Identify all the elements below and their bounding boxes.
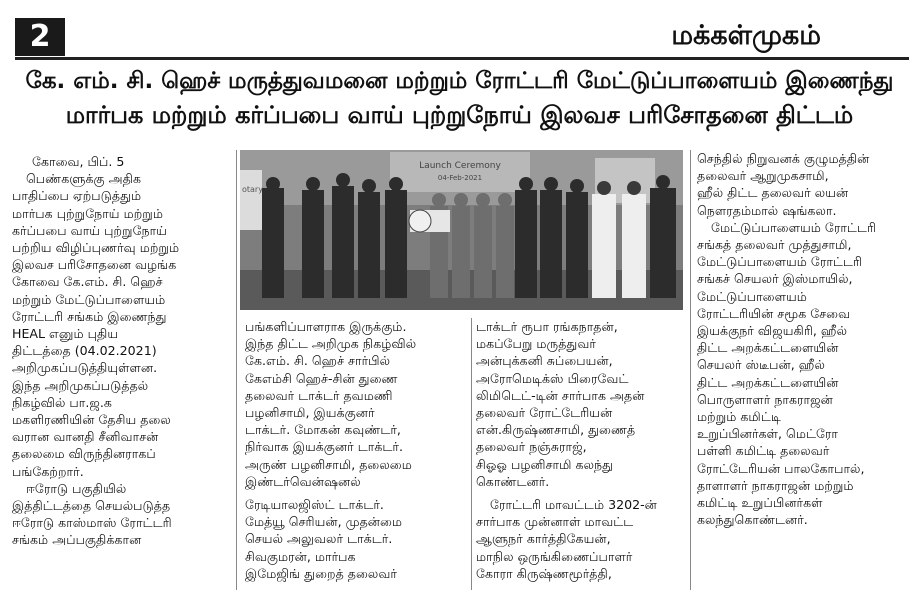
text-line: கலந்துகொண்டனர். bbox=[697, 512, 808, 528]
header-rule bbox=[15, 57, 909, 60]
text-line: டாக்டர். மோகன் கவுண்டர், bbox=[245, 422, 401, 438]
text-line: நிர்வாக இயக்குனர் டாக்டர். bbox=[245, 439, 403, 455]
text-line: பாதிப்பை ஏற்படுத்தும் bbox=[12, 188, 142, 204]
text-line: மற்றும் கமிட்டி bbox=[697, 409, 781, 425]
column-divider bbox=[690, 150, 691, 590]
text-line: கொண்டனர். bbox=[476, 473, 550, 489]
text-line: டாக்டர் ரூபா ரங்கநாதன், bbox=[476, 319, 618, 334]
text-line: தாளாளர் நாகராஜன் மற்றும் bbox=[697, 477, 854, 493]
headline-line-1: கே. எம். சி. ஹெச் மருத்துவமனை மற்றும் ரோட்டரி மேட்டுப்பாளையம் இணைந்து bbox=[25, 68, 894, 94]
text-line: கேஎம்சி ஹெச்-சின் துணை bbox=[245, 370, 398, 386]
text-line: மற்றும் மேட்டுப்பாளையம் bbox=[12, 291, 166, 307]
text-line: தலைவர் ரோட்டேரியன் bbox=[476, 405, 613, 421]
text-line: மேத்யூ செரியன், முதன்மை bbox=[245, 514, 403, 530]
text-line: செந்தில் நிறுவனக் குழுமத்தின் bbox=[697, 151, 870, 166]
text-line: இந்த அறிமுகப்படுத்தல் bbox=[12, 377, 149, 393]
text-line: பள்ளி கமிட்டி தலைவர் bbox=[697, 443, 830, 459]
event-photo-image bbox=[240, 150, 683, 310]
text-line: இந்த திட்ட அறிமுக நிகழ்வில் bbox=[245, 336, 417, 352]
page-number: 2 bbox=[15, 18, 65, 56]
text-line: பற்றிய விழிப்புணர்வு மற்றும் bbox=[12, 240, 180, 256]
text-line: கோரா கிருஷ்ணமூர்த்தி, bbox=[476, 565, 612, 581]
text-line: அருண் பழனிசாமி, தலைமை bbox=[245, 456, 412, 472]
text-line: ரோட்டரியின் சமூக சேவை bbox=[697, 305, 851, 321]
text-line: ரோட்டேரியன் பாலகோபால், bbox=[697, 460, 865, 476]
event-photo bbox=[240, 150, 683, 310]
text-line: சங்கத் தலைவர் முத்துசாமி, bbox=[697, 237, 852, 253]
text-line: HEAL எனும் புதிய bbox=[12, 326, 119, 342]
text-line: ரேடியாலஜிஸ்ட் டாக்டர். bbox=[245, 497, 384, 513]
text-line: அரோமெடிக்ஸ் பிரைவேட் bbox=[476, 370, 629, 386]
text-line: இமேஜிங் துறைத் தலைவர் bbox=[245, 565, 397, 581]
text-line: ஈரோடு பகுதியில் bbox=[26, 480, 127, 496]
text-line: பெண்களுக்கு அதிக bbox=[26, 171, 142, 187]
text-line: மகளிரணியின் தேசிய தலை bbox=[12, 412, 171, 428]
text-line: தலைமை விருந்தினராகப் bbox=[12, 446, 156, 462]
text-line: இயக்குநர் விஜயகிரி, ஹீல் bbox=[697, 323, 848, 339]
text-line: இண்டர்வென்ஷனல் bbox=[245, 473, 361, 489]
text-line: பங்கேற்றார். bbox=[12, 463, 84, 479]
text-line: அன்புக்கனி சுப்பையன், bbox=[476, 353, 613, 369]
text-line: ரோட்டரி மாவட்டம் 3202-ன் bbox=[490, 497, 657, 513]
text-line: செயல் அலுவலர் டாக்டர். bbox=[245, 531, 393, 547]
text-line: மகப்பேறு மருத்துவர் bbox=[476, 336, 596, 352]
text-line: ரோட்டரி சங்கம் இணைந்து bbox=[12, 308, 167, 324]
text-line: சங்கச் செயலர் இஸ்மாயில், bbox=[697, 271, 853, 287]
text-line: மார்பக புற்றுநோய் மற்றும் bbox=[12, 205, 163, 221]
article-column-4 bbox=[697, 150, 911, 528]
text-line: சிவகுமரன், மார்பக bbox=[245, 548, 356, 564]
dateline: கோவை, பிப். 5 bbox=[32, 154, 125, 169]
text-line: மேட்டுப்பாளையம் bbox=[697, 288, 807, 304]
text-line: திட்டத்தை (04.02.2021) bbox=[12, 343, 157, 359]
headline bbox=[20, 64, 899, 132]
column-divider bbox=[471, 318, 472, 590]
text-line: கோவை கே.எம். சி. ஹெச் bbox=[12, 274, 163, 290]
text-line: நிகழ்வில் பா.ஜ.க bbox=[12, 394, 112, 410]
text-line: இத்திட்டத்தை செயல்படுத்த bbox=[12, 498, 171, 514]
article-column-2 bbox=[245, 318, 467, 582]
text-line: பங்களிப்பாளராக இருக்கும். bbox=[245, 319, 407, 334]
text-line: ஹீல் திட்ட தலைவர் லயன் bbox=[697, 185, 849, 201]
text-line: பொருளாளர் நாகராஜன் bbox=[697, 391, 833, 407]
text-line: வரான வானதி சீனிவாசன் bbox=[12, 429, 159, 445]
text-line: சிஓஓ பழனிசாமி கலந்து bbox=[476, 456, 614, 472]
text-line: பழனிசாமி, இயக்குனர் bbox=[245, 405, 375, 421]
publication-name: மக்கள்முகம் bbox=[671, 20, 821, 51]
text-line: திட்ட அறக்கட்டளையின் bbox=[697, 340, 839, 356]
photo-banner-text: Launch Ceremony bbox=[419, 161, 501, 171]
text-line: தலைவர் நஞ்சுராஜ், bbox=[476, 439, 587, 455]
text-line: சங்கம் அப்பகுதிக்கான bbox=[12, 532, 142, 548]
headline-line-2: மார்பக மற்றும் கர்ப்பபை வாய் புற்றுநோய் இலவச பரிசோதனை திட்டம் bbox=[65, 101, 854, 129]
text-line: தலைவர் ஆறுமுகசாமி, bbox=[697, 168, 829, 184]
text-line: மாநில ஒருங்கிணைப்பாளர் bbox=[476, 548, 633, 564]
text-line: மேட்டுப்பாளையம் ரோட்டரி bbox=[697, 254, 863, 270]
text-line: இலவச பரிசோதனை வழங்க bbox=[12, 257, 177, 273]
photo-side-text: otary bbox=[242, 185, 263, 194]
text-line: திட்ட அறக்கட்டளையின் bbox=[697, 374, 839, 390]
text-line: நௌரதம்மால் ஷங்கலா. bbox=[697, 202, 837, 218]
text-line: அறிமுகப்படுத்தியுள்ளன. bbox=[12, 360, 158, 376]
column-divider bbox=[236, 150, 237, 590]
text-line: சார்பாக முன்னாள் மாவட்ட bbox=[476, 514, 634, 530]
article-column-3 bbox=[476, 318, 684, 582]
text-line: கமிட்டி உறுப்பினர்கள் bbox=[697, 495, 823, 511]
photo-banner-date: 04-Feb-2021 bbox=[437, 174, 483, 182]
text-line: தலைவர் டாக்டர் தவமணி bbox=[245, 387, 393, 403]
text-line: ஈரோடு காஸ்மாஸ் ரோட்டரி bbox=[12, 515, 172, 531]
text-line: கே.எம். சி. ஹெச் சார்பில் bbox=[245, 353, 391, 369]
text-line: மேட்டுப்பாளையம் ரோட்டரி bbox=[711, 219, 877, 235]
text-line: உறுப்பினர்கள், மெட்ரோ bbox=[697, 426, 839, 442]
text-line: செயலர் ஸ்டீபன், ஹீல் bbox=[697, 357, 825, 373]
text-line: கர்ப்பபை வாய் புற்றுநோய் bbox=[12, 222, 167, 238]
text-line: ஆளுநர் கார்த்திகேயன், bbox=[476, 531, 611, 547]
text-line: லிமிடெட்-டின் சார்பாக அதன் bbox=[476, 387, 645, 403]
text-line: என்.கிருஷ்ணசாமி, துணைத் bbox=[476, 422, 636, 438]
article-column-1 bbox=[12, 153, 232, 549]
